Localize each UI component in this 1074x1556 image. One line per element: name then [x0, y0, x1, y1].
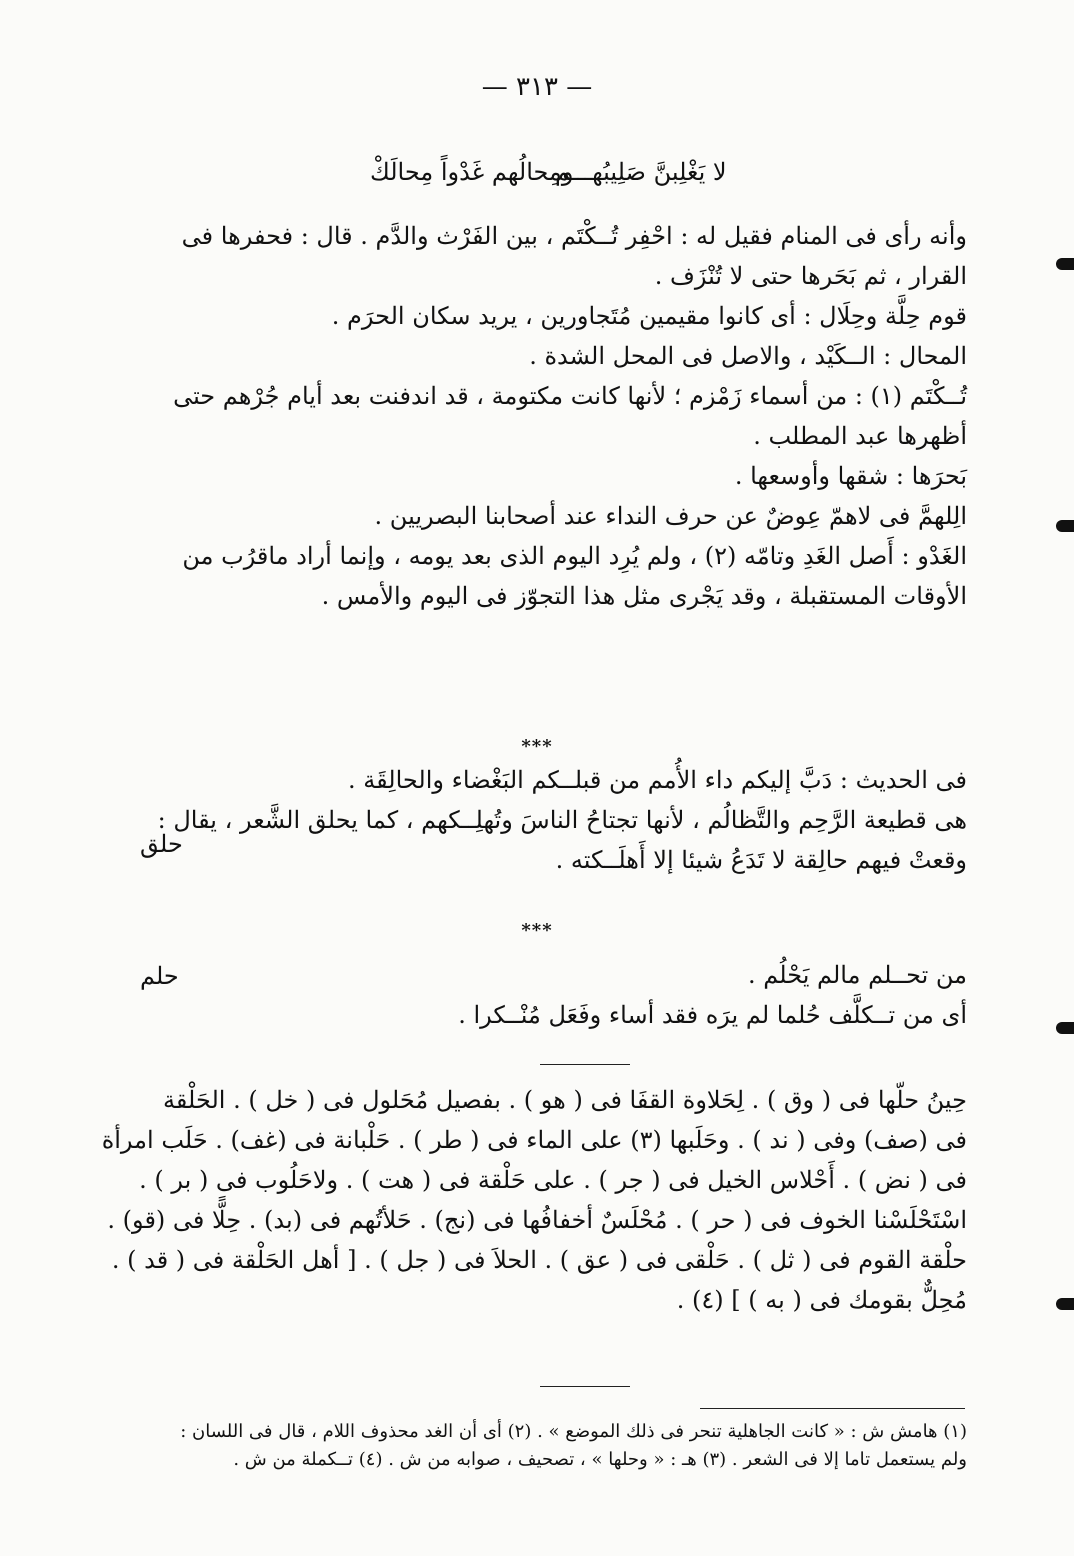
text-line: المحال : الــكَيْد ، والاصل فى المحل الشدة . [529, 342, 967, 370]
page-number: — ٣١٣ — [481, 72, 593, 102]
text-line: فى (صف) وفى ( ند ) . وحَلَبها (٣) على الماء فى ( طر ) . حَلْبانة فى (غف) . حَلَب امرأة [101, 1126, 967, 1154]
page-edge-tab [1056, 1298, 1074, 1310]
page-edge-tab [1056, 1022, 1074, 1034]
text-line: حِينُ حلّها فى ( وق ) . لِحَلاوة القفَا فى ( هو ) . بفصيل مُحَلول فى ( خل ) . الحَلْقة [163, 1086, 967, 1114]
text-line: فى ( نض ) . أَحْلاس الخيل فى ( جر ) . على حَلْقة فى ( هت ) . ولاحَلُوب فى ( بر ) . [139, 1166, 967, 1194]
text-line: الِلهمَّ فى لاهمّ عِوضٌ عن حرف النداء عند أصحابنا البصريين . [374, 502, 967, 530]
divider-rule [540, 1064, 630, 1065]
text-line: تُــكْتَم (١) : من أسماء زَمْزم ؛ لأنها كانت مكتومة ، قد اندفنت بعد أيام جُرْهم حتى [173, 382, 967, 410]
page-edge-tab [1056, 520, 1074, 532]
section-2 [157, 760, 967, 880]
text-line: هى قطيعة الرَّحِم والتَّظالُم ، لأنها تجتاحُ الناسَ وتُهلِــكهم ، كما يحلق الشَّعر ، يقال : [157, 806, 967, 834]
text-line: وأنه رأى فى المنام فقيل له : احْفِر تُــكْتَم ، بين الفَرْث والدَّم . قال : فحفرها فى [181, 222, 967, 250]
text-line: من تحــلم مالم يَحْلُم . [748, 961, 967, 989]
margin-keyword: حلق [140, 830, 183, 858]
text-line: بَحرَها : شقها وأوسعها . [734, 462, 967, 490]
text-line: أظهرها عبد المطلب . [753, 422, 967, 450]
footnote-rule [700, 1408, 965, 1409]
page-edge-tab [1056, 258, 1074, 270]
footnote-line: (١) هامش ش : « كانت الجاهلية تنحر فى ذلك الموضع » . (٢) أى أن الغد محذوف اللام ، قال فى اللسان : [180, 1421, 967, 1442]
text-line: وقعتْ فيهم حالِقة لا تَدَعُ شيئا إلا أَهلَــكته . [555, 846, 967, 874]
text-line: القرار ، ثم بَحَرها حتى لا تُنْزَف . [654, 262, 967, 290]
section-4 [101, 1080, 967, 1320]
footnote-line: ولم يستعمل تاما إلا فى الشعر . (٣) هـ : « وحلها » ، تصحيف ، صوابه من ش . (٤) تــكملة من ش . [233, 1449, 967, 1470]
text-line: أى من تــكلَّف حُلما لم يرَه فقد أساء وفَعَل مُنْــكرا . [458, 1001, 967, 1029]
section-3 [232, 955, 967, 1035]
text-line: الأوقات المستقبلة ، وقد يَجْرى مثل هذا التجوّز فى اليوم والأمس . [321, 582, 967, 610]
verse-hemistich-2: ومِحالُهم غَدْواً مِحالَكْ [370, 158, 574, 186]
text-line: قوم حِلَّة وحِلَال : أى كانوا مقيمين مُتَجاورين ، يريد سكان الحرَم . [331, 302, 967, 330]
separator-stars: *** [521, 920, 553, 941]
divider-rule [540, 1386, 630, 1387]
separator-stars: *** [521, 736, 553, 757]
margin-keyword: حلم [140, 962, 179, 990]
text-line: فى الحديث : دَبَّ إليكم داء الأُمم من قبلــكم البَغْضاء والحالِقَة . [348, 766, 967, 794]
text-line: الغَدْو : أَصل الغَدِ وتامّه (٢) ، ولم يُرِد اليوم الذى بعد يومه ، وإنما أراد ماقرُب من [182, 542, 967, 570]
text-line: حلْقة القوم فى ( ثل ) . حَلْقى فى ( عق ) . الحلاَ فى ( جل ) . [ أهل الحَلْقة فى ( قد ) . [111, 1246, 967, 1274]
section-1 [173, 216, 967, 616]
footnotes [180, 1418, 967, 1474]
text-line: اسْتَحْلَسْنا الخوف فى ( حر ) . مُحْلَسٌ أخفافُها فى (نج) . حَلأتُهم فى (بد) . حِلًّا فى (قو) . [107, 1206, 967, 1234]
text-line: مُحِلٌّ بقومك فى ( به ) ] (٤) . [676, 1286, 967, 1314]
verse-hemistich-1: لا يَغْلِبنَّ صَلِيبُهـــم [555, 158, 727, 186]
